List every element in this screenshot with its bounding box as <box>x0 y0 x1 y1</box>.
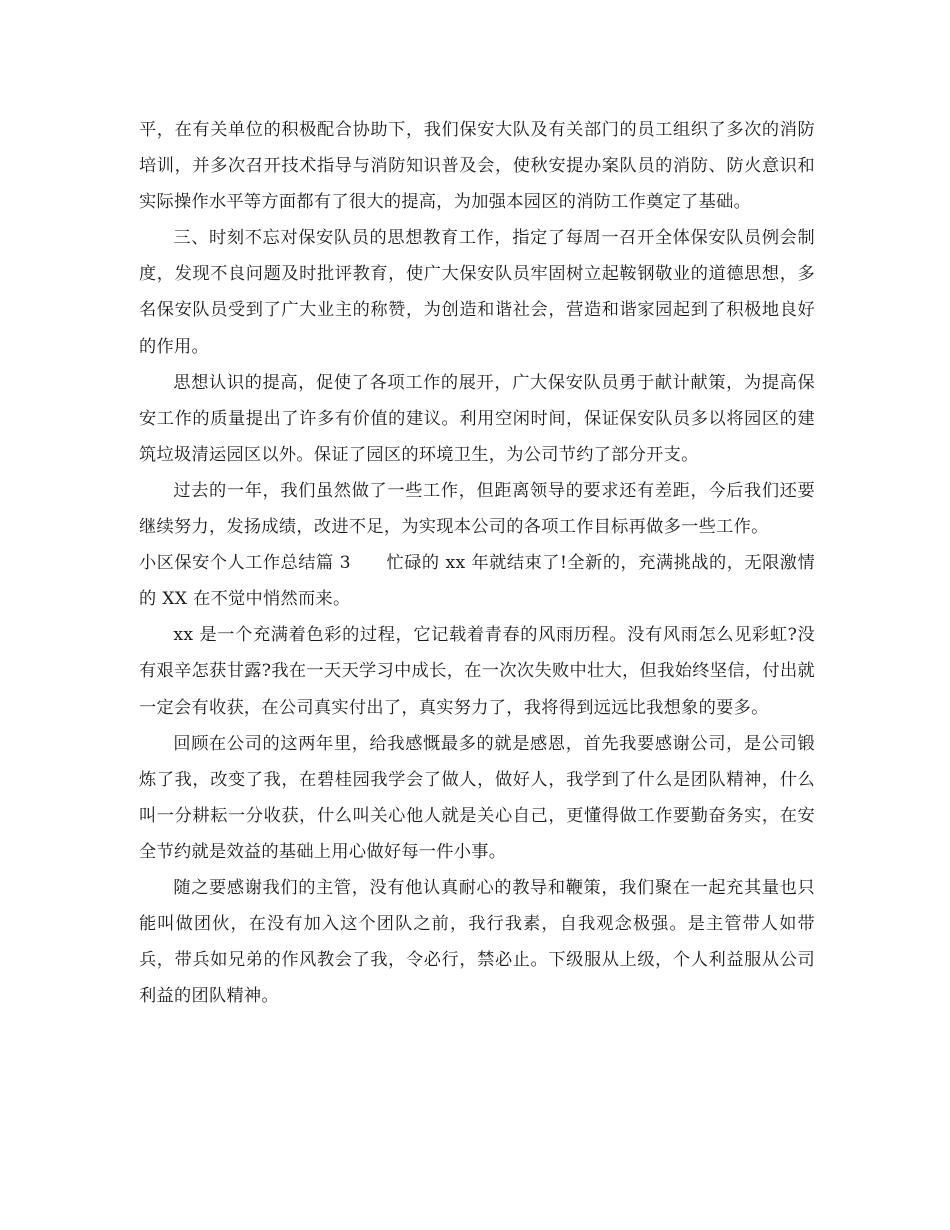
paragraph-6: xx 是一个充满着色彩的过程，它记载着青春的风雨历程。没有风雨怎么见彩虹?没有艰辛怎获甘露?我在一天天学习中成长，在一次次失败中壮大，但我始终坚信，付出就一定会有收获，在公司真实付出了，真实努力了，我将得到远远比我想象的要多。 <box>139 625 815 718</box>
paragraph-4: 过去的一年，我们虽然做了一些工作，但距离领导的要求还有差距，今后我们还要继续努力，发扬成绩，改进不足，为实现本公司的各项工作目标再做多一些工作。 <box>139 480 815 538</box>
paragraph-3: 思想认识的提高，促使了各项工作的展开，广大保安队员勇于献计献策，为提高保安工作的质量提出了许多有价值的建议。利用空闲时间，保证保安队员多以将园区的建筑垃圾清运园区以外。保证了园区的环境卫生，为公司节约了部分开支。 <box>139 372 815 465</box>
paragraph-2: 三、时刻不忘对保安队员的思想教育工作，指定了每周一召开全体保安队员例会制度，发现不良问题及时批评教育，使广大保安队员牢固树立起鞍钢敬业的道德思想，多名保安队员受到了广大业主的称赞，为创造和谐社会，营造和谐家园起到了积极地良好的作用。 <box>139 228 815 357</box>
document-body <box>139 112 815 1014</box>
paragraph-1: 平，在有关单位的积极配合协助下，我们保安大队及有关部门的员工组织了多次的消防培训，并多次召开技术指导与消防知识普及会，使秋安提办案队员的消防、防火意识和实际操作水平等方面都有了很大的提高，为加强本园区的消防工作奠定了基础。 <box>139 120 815 213</box>
paragraph-7: 回顾在公司的这两年里，给我感慨最多的就是感恩，首先我要感谢公司，是公司锻炼了我，改变了我，在碧桂园我学会了做人，做好人，我学到了什么是团队精神，什么叫一分耕耘一分收获，什么叫关心他人就是关心自己，更懂得做工作要勤奋务实，在安全节约就是效益的基础上用心做好每一件小事。 <box>139 733 815 862</box>
paragraph-8: 随之要感谢我们的主管，没有他认真耐心的教导和鞭策，我们聚在一起充其量也只能叫做团伙，在没有加入这个团队之前，我行我素，自我观念极强。是主管带人如带兵，带兵如兄弟的作风教会了我，令必行，禁必止。下级服从上级，个人利益服从公司利益的团队精神。 <box>139 877 815 1007</box>
section-heading-paragraph: 小区保安个人工作总结篇 3 忙碌的 xx 年就结束了!全新的，充满挑战的，无限激情的 XX 在不觉中悄然而来。 <box>139 553 815 610</box>
